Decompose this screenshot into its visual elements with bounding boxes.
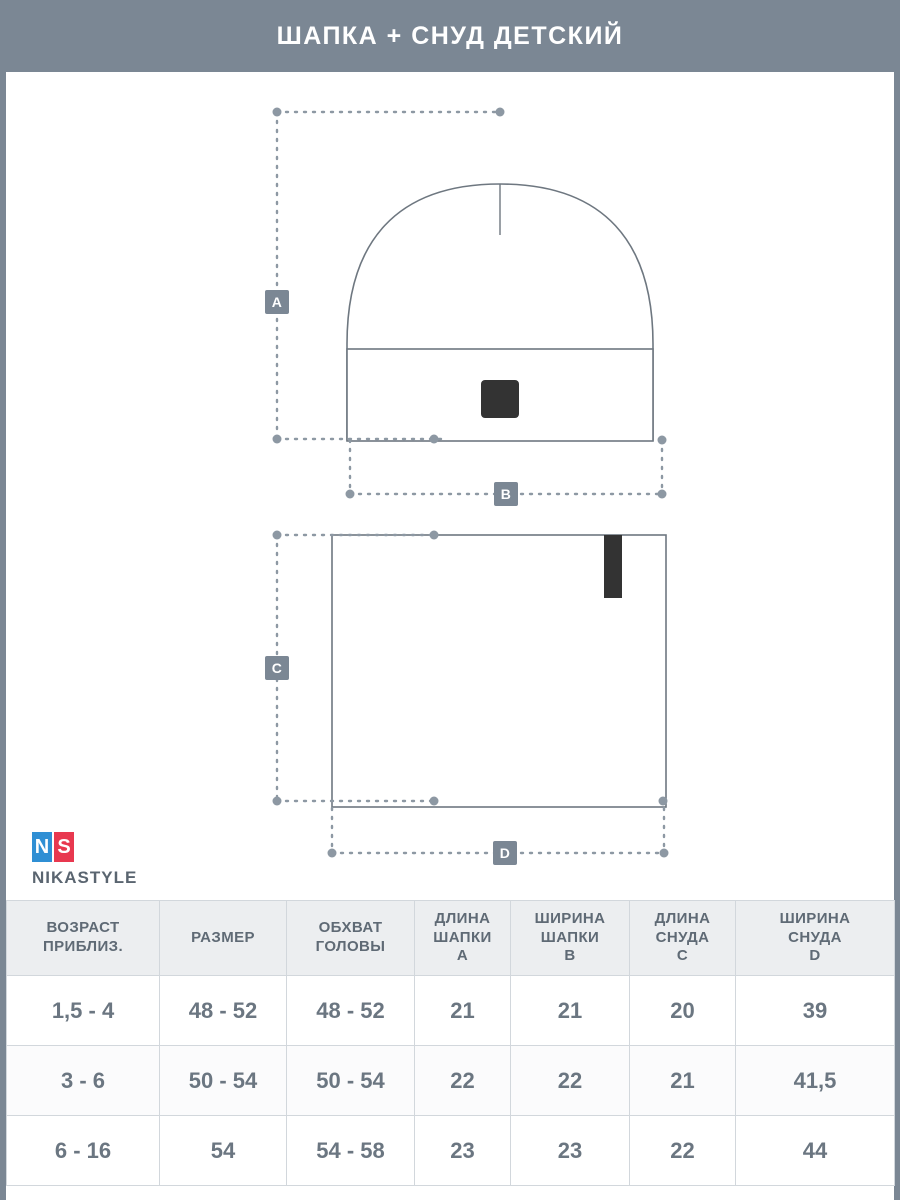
cell-snood-length: 22 [630, 1116, 736, 1186]
dimension-node [659, 797, 668, 806]
dimension-label-d: D [493, 841, 517, 865]
brand-name: NIKASTYLE [32, 868, 138, 887]
hat-brand-patch [481, 380, 519, 418]
brand-mark-letter-s: S [57, 835, 71, 858]
column-header-snood-length: ДЛИНА СНУДА C [630, 901, 736, 976]
brand-logo [32, 832, 162, 888]
column-header-hat-length: ДЛИНА ШАПКИ A [415, 901, 511, 976]
cell-snood-length: 20 [630, 976, 736, 1046]
table-row [7, 1046, 895, 1116]
page-title: ШАПКА + СНУД ДЕТСКИЙ [276, 21, 624, 50]
table-row [7, 1116, 895, 1186]
dimension-node [430, 531, 439, 540]
cell-hat-width: 21 [511, 976, 630, 1046]
dimension-node [430, 435, 439, 444]
diagram-svg [6, 72, 894, 902]
cell-snood-width: 44 [736, 1116, 895, 1186]
table-row [7, 976, 895, 1046]
cell-size: 54 [160, 1116, 287, 1186]
column-header-hat-width: ШИРИНА ШАПКИ B [511, 901, 630, 976]
cell-head-circumference: 50 - 54 [287, 1046, 415, 1116]
column-header-size: РАЗМЕР [160, 901, 287, 976]
table-header-row [7, 901, 895, 976]
dimension-node [273, 108, 282, 117]
size-table [6, 900, 895, 1186]
column-header-head-circumference: ОБХВАТ ГОЛОВЫ [287, 901, 415, 976]
page-header [6, 0, 894, 72]
cell-size: 50 - 54 [160, 1046, 287, 1116]
cell-snood-width: 41,5 [736, 1046, 895, 1116]
dimension-node [658, 436, 667, 445]
dimension-node [430, 797, 439, 806]
dimension-node [328, 849, 337, 858]
column-header-snood-width: ШИРИНА СНУДА D [736, 901, 895, 976]
cell-hat-width: 22 [511, 1046, 630, 1116]
size-table-head [7, 901, 895, 976]
cell-snood-width: 39 [736, 976, 895, 1046]
dimension-label-c: C [265, 656, 289, 680]
cell-size: 48 - 52 [160, 976, 287, 1046]
dimension-node [658, 490, 667, 499]
dimension-label-a: A [265, 290, 289, 314]
cell-hat-width: 23 [511, 1116, 630, 1186]
cell-age: 1,5 - 4 [7, 976, 160, 1046]
cell-age: 3 - 6 [7, 1046, 160, 1116]
dimension-node [273, 435, 282, 444]
dimension-node [273, 531, 282, 540]
dimension-node [346, 490, 355, 499]
snood-brand-label [604, 535, 622, 598]
product-diagram [6, 72, 894, 902]
dimension-node [660, 849, 669, 858]
cell-hat-length: 21 [415, 976, 511, 1046]
cell-hat-length: 22 [415, 1046, 511, 1116]
cell-snood-length: 21 [630, 1046, 736, 1116]
dimension-node [273, 797, 282, 806]
cell-hat-length: 23 [415, 1116, 511, 1186]
cell-head-circumference: 54 - 58 [287, 1116, 415, 1186]
cell-age: 6 - 16 [7, 1116, 160, 1186]
brand-mark-icon [32, 832, 74, 862]
cell-head-circumference: 48 - 52 [287, 976, 415, 1046]
size-table-body [7, 976, 895, 1186]
brand-mark-letter-n: N [34, 835, 50, 858]
dimension-label-b: B [494, 482, 518, 506]
dimension-node [496, 108, 505, 117]
column-header-age: ВОЗРАСТ ПРИБЛИЗ. [7, 901, 160, 976]
